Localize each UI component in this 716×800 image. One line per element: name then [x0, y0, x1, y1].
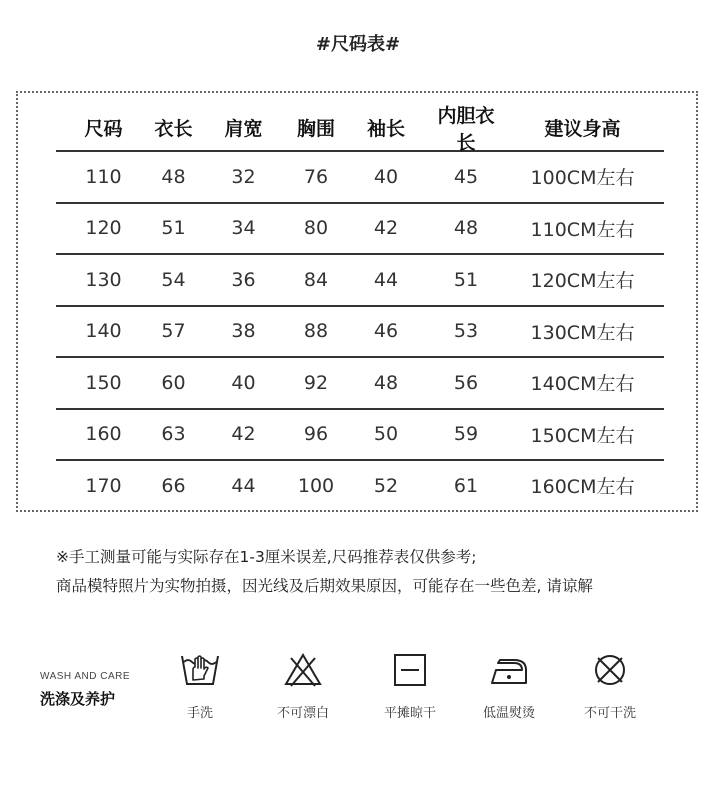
cell-shoulder: 42	[231, 423, 256, 446]
cell-shoulder: 32	[231, 165, 256, 188]
no-bleach-icon	[281, 650, 325, 690]
cell-liner-length: 51	[453, 268, 479, 291]
cell-height: 100CM左右	[530, 167, 635, 190]
care-item-no-bleach	[263, 650, 343, 721]
care-title-en: WASH AND CARE	[40, 671, 131, 682]
size-table	[56, 105, 664, 511]
care-item-no-dry-clean	[570, 650, 650, 721]
cell-liner-length: 53	[453, 320, 479, 343]
note-color: 商品模特照片为实物拍摄，因光线及后期效果原因，可能存在一些色差, 请谅解	[56, 577, 593, 595]
cell-liner-length: 48	[453, 217, 479, 240]
header-shoulder: 肩宽	[224, 118, 263, 140]
cell-sleeve: 42	[373, 217, 399, 240]
cell-liner-length: 45	[453, 165, 479, 188]
care-label: 手洗	[186, 706, 213, 721]
care-label: 低温熨烫	[482, 706, 535, 721]
cell-chest: 88	[303, 320, 329, 343]
table-row	[56, 459, 664, 511]
table-row	[56, 408, 664, 460]
table-row	[56, 305, 664, 357]
cell-length: 63	[161, 423, 186, 446]
cell-length: 51	[161, 217, 186, 240]
cell-height: 130CM左右	[530, 321, 635, 344]
cell-sleeve: 48	[373, 371, 399, 394]
care-title-cn: 洗涤及养护	[40, 690, 116, 708]
header-chest: 胸围	[296, 118, 335, 140]
cell-size: 140	[85, 320, 122, 343]
header-size: 尺码	[84, 118, 123, 140]
cell-chest: 84	[303, 268, 329, 291]
care-label: 不可干洗	[583, 706, 636, 721]
cell-height: 140CM左右	[530, 373, 635, 396]
dry-flat-icon	[388, 650, 432, 690]
cell-chest: 92	[303, 371, 329, 394]
cell-liner-length: 59	[453, 423, 479, 446]
cell-height: 120CM左右	[530, 270, 635, 293]
no-dry-clean-icon	[588, 650, 632, 690]
table-row	[56, 150, 664, 202]
cell-shoulder: 34	[231, 217, 256, 240]
cell-sleeve: 40	[373, 165, 399, 188]
table-header-row	[56, 104, 664, 154]
header-sleeve: 袖长	[366, 118, 405, 140]
table-row	[56, 253, 664, 305]
cell-size: 170	[85, 474, 122, 497]
table-row	[56, 202, 664, 254]
cell-sleeve: 44	[373, 268, 399, 291]
care-item-hand-wash	[160, 650, 240, 721]
cell-sleeve: 50	[373, 423, 399, 446]
care-item-low-iron	[469, 650, 549, 721]
low-iron-icon	[484, 650, 534, 690]
cell-shoulder: 38	[231, 320, 256, 343]
cell-size: 110	[85, 165, 122, 188]
cell-shoulder: 40	[231, 371, 256, 394]
cell-chest: 80	[303, 217, 329, 240]
care-label: 平摊晾干	[383, 706, 436, 721]
cell-chest: 100	[297, 474, 335, 497]
header-length: 衣长	[154, 118, 193, 140]
cell-liner-length: 56	[453, 371, 479, 394]
note-measurement: ※手工测量可能与实际存在1-3厘米误差,尺码推荐表仅供参考;	[56, 548, 477, 566]
cell-length: 66	[161, 474, 186, 497]
cell-height: 150CM左右	[530, 424, 635, 447]
care-label: 不可漂白	[276, 706, 329, 721]
cell-shoulder: 36	[231, 268, 256, 291]
cell-liner-length: 61	[453, 474, 479, 497]
cell-size: 120	[85, 217, 122, 240]
cell-length: 54	[161, 268, 186, 291]
cell-height: 160CM左右	[530, 476, 635, 499]
cell-size: 160	[85, 423, 122, 446]
care-item-dry-flat	[370, 650, 450, 721]
cell-length: 48	[161, 165, 186, 188]
cell-chest: 96	[303, 423, 329, 446]
cell-size: 150	[85, 371, 122, 394]
table-row	[56, 356, 664, 408]
cell-sleeve: 46	[373, 320, 399, 343]
cell-length: 57	[161, 320, 186, 343]
cell-height: 110CM左右	[530, 218, 635, 241]
cell-chest: 76	[303, 165, 329, 188]
header-liner-length: 内胆衣长	[437, 104, 495, 154]
header-height: 建议身高	[544, 118, 621, 140]
cell-shoulder: 44	[231, 474, 256, 497]
cell-sleeve: 52	[373, 474, 399, 497]
page-title: #尺码表#	[315, 34, 401, 55]
cell-length: 60	[161, 371, 186, 394]
hand-wash-icon	[178, 650, 222, 690]
cell-size: 130	[85, 268, 122, 291]
